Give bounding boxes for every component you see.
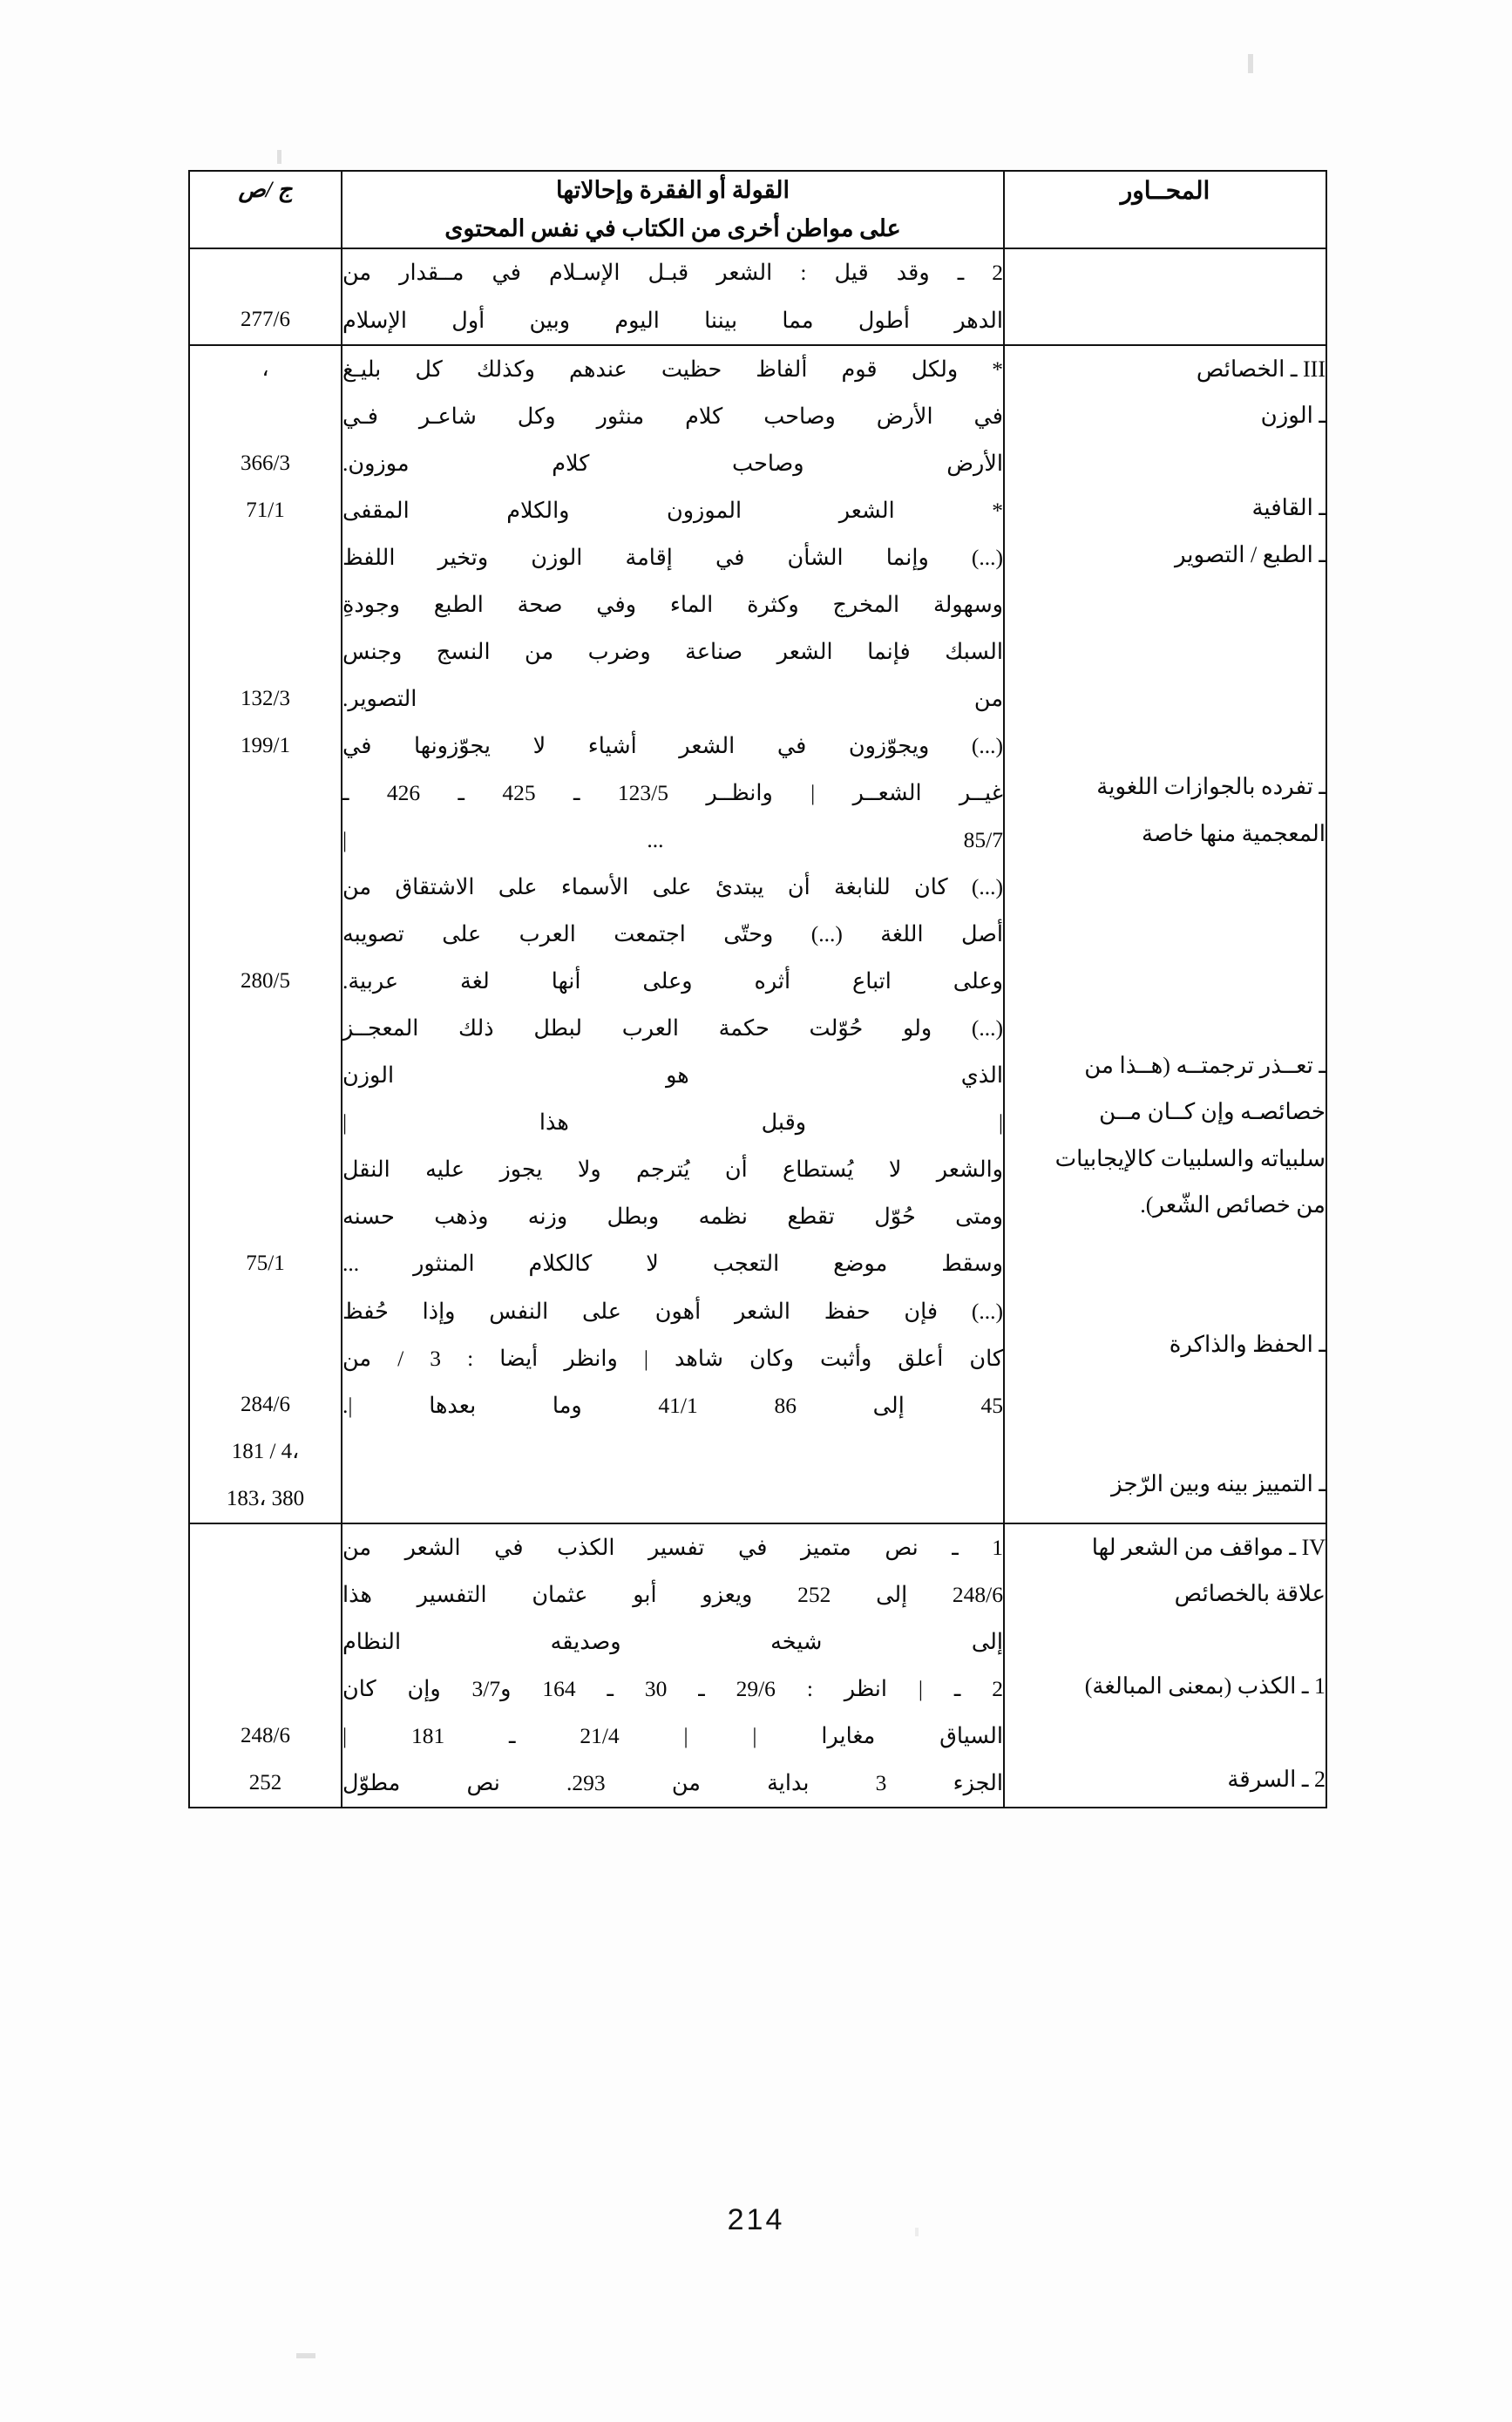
- scan-artifact: [277, 150, 281, 164]
- reference-line: [190, 1524, 341, 1571]
- reference-line: [190, 628, 341, 675]
- quote-line: والشعر لا يُستطاع أن يُترجم ولا يجوز عليه النقل: [342, 1157, 1003, 1183]
- reference-line: 277/6: [241, 308, 290, 332]
- theme-line: [1005, 1367, 1326, 1414]
- reference-line: 71/1: [246, 498, 285, 522]
- quote-line: * ولكل قوم ألفاظ حظيت عندهم وكذلك كل بليـغ: [342, 356, 1003, 382]
- theme-line: ـ التمييز بينه وبين الرّجز: [1111, 1470, 1326, 1496]
- reference-line: [190, 1287, 341, 1334]
- reference-line: [190, 817, 341, 864]
- theme-line: [1005, 1710, 1326, 1756]
- quote-line: الجزء 3 بداية من 293. نص مطوّل: [342, 1769, 1003, 1795]
- quote-line: الذي هو الوزن: [342, 1062, 1003, 1089]
- theme-cell: [1004, 345, 1326, 1523]
- quote-line: في الأرض وصاحب كلام منثور وكل شاعـر فـي: [342, 403, 1003, 429]
- theme-line: المعجمية منها خاصة: [1141, 820, 1326, 846]
- reference-line: [190, 1571, 341, 1618]
- table-body: [189, 248, 1326, 1807]
- reference-line: ،: [261, 356, 269, 381]
- quote-line: (...) كان للنابغة أن يبتدئ على الأسماء على الاشتقاق من: [342, 874, 1003, 900]
- theme-line: [1005, 438, 1326, 485]
- reference-line: [190, 1193, 341, 1240]
- theme-line: IV ـ مواقف من الشعر لها: [1091, 1534, 1326, 1560]
- quote-cell: [342, 345, 1004, 1523]
- quote-line: أصل اللغة (...) وحتّى اجتمعت العرب على تصويبه: [342, 921, 1003, 947]
- reference-cell: [189, 1523, 342, 1808]
- quote-line: السبك فإنما الشعر صناعة وضرب من النسج وجنس: [342, 638, 1003, 664]
- header-quote-label-line2: على مواطن أخرى من الكتاب في نفس المحتوى: [444, 214, 901, 241]
- theme-line: [1005, 717, 1326, 763]
- reference-line: [190, 1146, 341, 1193]
- theme-line: [1005, 996, 1326, 1042]
- reference-line: 181 / 4،: [231, 1439, 300, 1463]
- header-ref-label: ج /ص: [238, 177, 293, 202]
- quote-line: (...) ويجوّزون في الشعر أشياء لا يجوّزونها في: [342, 732, 1003, 758]
- quote-line: | وقبل هذا |: [342, 1109, 1003, 1136]
- theme-line: [1005, 624, 1326, 670]
- theme-line: ـ الطبع / التصوير: [1174, 541, 1326, 567]
- reference-line: 132/3: [241, 686, 290, 710]
- theme-line: ـ الحفظ والذاكرة: [1169, 1331, 1326, 1357]
- quote-line: 248/6 إلى 252 ويعزو أبو عثمان التفسير هذا: [342, 1581, 1004, 1607]
- quote-line: 2 ـ وقد قيل : الشعر قبـل الإسـلام في مــقدار من: [342, 260, 1003, 286]
- theme-line: [1005, 1617, 1326, 1663]
- quote-line: الأرض وصاحب كلام موزون.: [342, 450, 1003, 476]
- scan-artifact: [1248, 54, 1253, 73]
- table-row: [189, 1523, 1326, 1808]
- index-table: [188, 170, 1327, 1808]
- quote-line: * الشعر الموزون والكلام المقفى: [342, 497, 1003, 523]
- reference-line: 284/6: [241, 1392, 290, 1416]
- quote-line: وسهولة المخرج وكثرة الماء وفي صحة الطبع وجودةِ: [342, 591, 1003, 617]
- reference-line: [190, 911, 341, 958]
- reference-line: [190, 1099, 341, 1146]
- reference-line: 280/5: [241, 968, 290, 993]
- quote-line: 2 ـ | انظر : 29/6 ـ 30 ـ 164 و3/7 وإن كان: [342, 1675, 1003, 1701]
- quote-line: وسقط موضع التعجب لا كالكلام المنثور ...: [342, 1251, 1003, 1277]
- theme-line: [1005, 857, 1326, 903]
- quote-line: (...) فإن حفظ الشعر أهون على النفس وإذا حُفظ: [342, 1298, 1003, 1324]
- theme-line: [1005, 949, 1326, 995]
- reference-line: [190, 1618, 341, 1666]
- theme-cell: [1004, 1523, 1326, 1808]
- reference-line: 248/6: [241, 1723, 290, 1747]
- theme-line: III ـ الخصائص: [1196, 356, 1326, 382]
- theme-cell: [1004, 248, 1326, 344]
- reference-line: [190, 534, 341, 581]
- theme-line: [1005, 1275, 1326, 1321]
- theme-line: علاقة بالخصائص: [1174, 1580, 1326, 1606]
- reference-line: 75/1: [246, 1251, 285, 1275]
- reference-line: [190, 581, 341, 628]
- theme-line: سلبياته والسلبيات كالإيجابيات: [1054, 1145, 1326, 1171]
- reference-line: [190, 1005, 341, 1052]
- table-row: [189, 248, 1326, 344]
- reference-cell: [189, 345, 342, 1523]
- theme-line: ـ الوزن: [1260, 402, 1326, 428]
- quote-line: وعلى اتباع أثره وعلى أنها لغة عربية.: [342, 968, 1003, 994]
- quote-line: الدهر أطول مما بيننا اليوم وبين أول الإسلام: [342, 307, 1003, 333]
- theme-line: 2 ـ السرقة: [1227, 1767, 1326, 1793]
- reference-line: [190, 770, 341, 817]
- theme-line: 1 ـ الكذب (بمعنى المبالغة): [1084, 1673, 1326, 1699]
- quote-line: (...) ولو حُوّلت حكمة العرب لبطل ذلك المعجــز: [342, 1015, 1003, 1041]
- reference-line: [190, 1666, 341, 1713]
- quote-line: 1 ـ نص متميز في تفسير الكذب في الشعر من: [342, 1534, 1004, 1560]
- quote-line: ومتى حُوّل تقطع نظمه وبطل وزنه وذهب حسنه: [342, 1204, 1003, 1230]
- quote-line: السياق مغايرا | | 21/4 ـ 181 |: [342, 1722, 1003, 1748]
- header-quote-column: [342, 171, 1004, 248]
- theme-line: [1005, 903, 1326, 949]
- quote-line: 85/7 ... |: [342, 827, 1003, 853]
- header-quote-label-line1: القولة أو الفقرة وإحالاتها: [556, 177, 790, 203]
- theme-line: ـ تفرده بالجوازات اللغوية: [1096, 774, 1326, 800]
- reference-line: [190, 249, 341, 296]
- table-header: [189, 171, 1326, 248]
- header-ref-column: [189, 171, 342, 248]
- quote-line: كان أعلق وأثبت وكان شاهد | وانظر أيضا : 3 / من: [342, 1345, 1004, 1371]
- page-folio: 214: [727, 2203, 785, 2236]
- quote-line: (...) وإنما الشأن في إقامة الوزن وتخير اللفظ: [342, 544, 1003, 570]
- table-header-row: [189, 171, 1326, 248]
- reference-line: 366/3: [241, 451, 290, 475]
- quote-line: غيــر الشعــر | وانظــر 123/5 ـ 425 ـ 426 ـ: [342, 779, 1003, 805]
- quote-line: إلى شيخه وصديقه النظام: [342, 1628, 1003, 1654]
- theme-line: [1005, 578, 1326, 624]
- reference-line: [190, 1334, 341, 1381]
- header-theme-label: المحــاور: [1120, 178, 1210, 205]
- reference-line: [190, 864, 341, 911]
- reference-line: 183، 380: [226, 1486, 305, 1510]
- theme-line: من خصائص الشّعر).: [1140, 1191, 1326, 1218]
- theme-line: [1005, 1414, 1326, 1460]
- theme-line: ـ تعــذر ترجمتــه (هــذا من: [1084, 1053, 1326, 1079]
- header-theme-column: [1004, 171, 1326, 248]
- table-row: [189, 345, 1326, 1523]
- reference-line: [190, 393, 341, 440]
- quote-cell: [342, 248, 1004, 344]
- reference-line: [190, 1052, 341, 1099]
- scan-artifact: [296, 2353, 315, 2358]
- reference-cell: [189, 248, 342, 344]
- quote-line: 45 إلى 86 41/1 وما بعدها |.: [342, 1392, 1003, 1418]
- theme-line: ـ القافية: [1251, 495, 1326, 521]
- theme-line: [1005, 671, 1326, 717]
- quote-cell: [342, 1523, 1004, 1808]
- reference-line: 199/1: [241, 733, 290, 757]
- theme-line: خصائصـه وإن كــان مــن: [1099, 1099, 1326, 1125]
- quote-line: من التصوير.: [342, 685, 1003, 711]
- reference-line: 252: [248, 1770, 282, 1794]
- theme-line: [1005, 1228, 1326, 1274]
